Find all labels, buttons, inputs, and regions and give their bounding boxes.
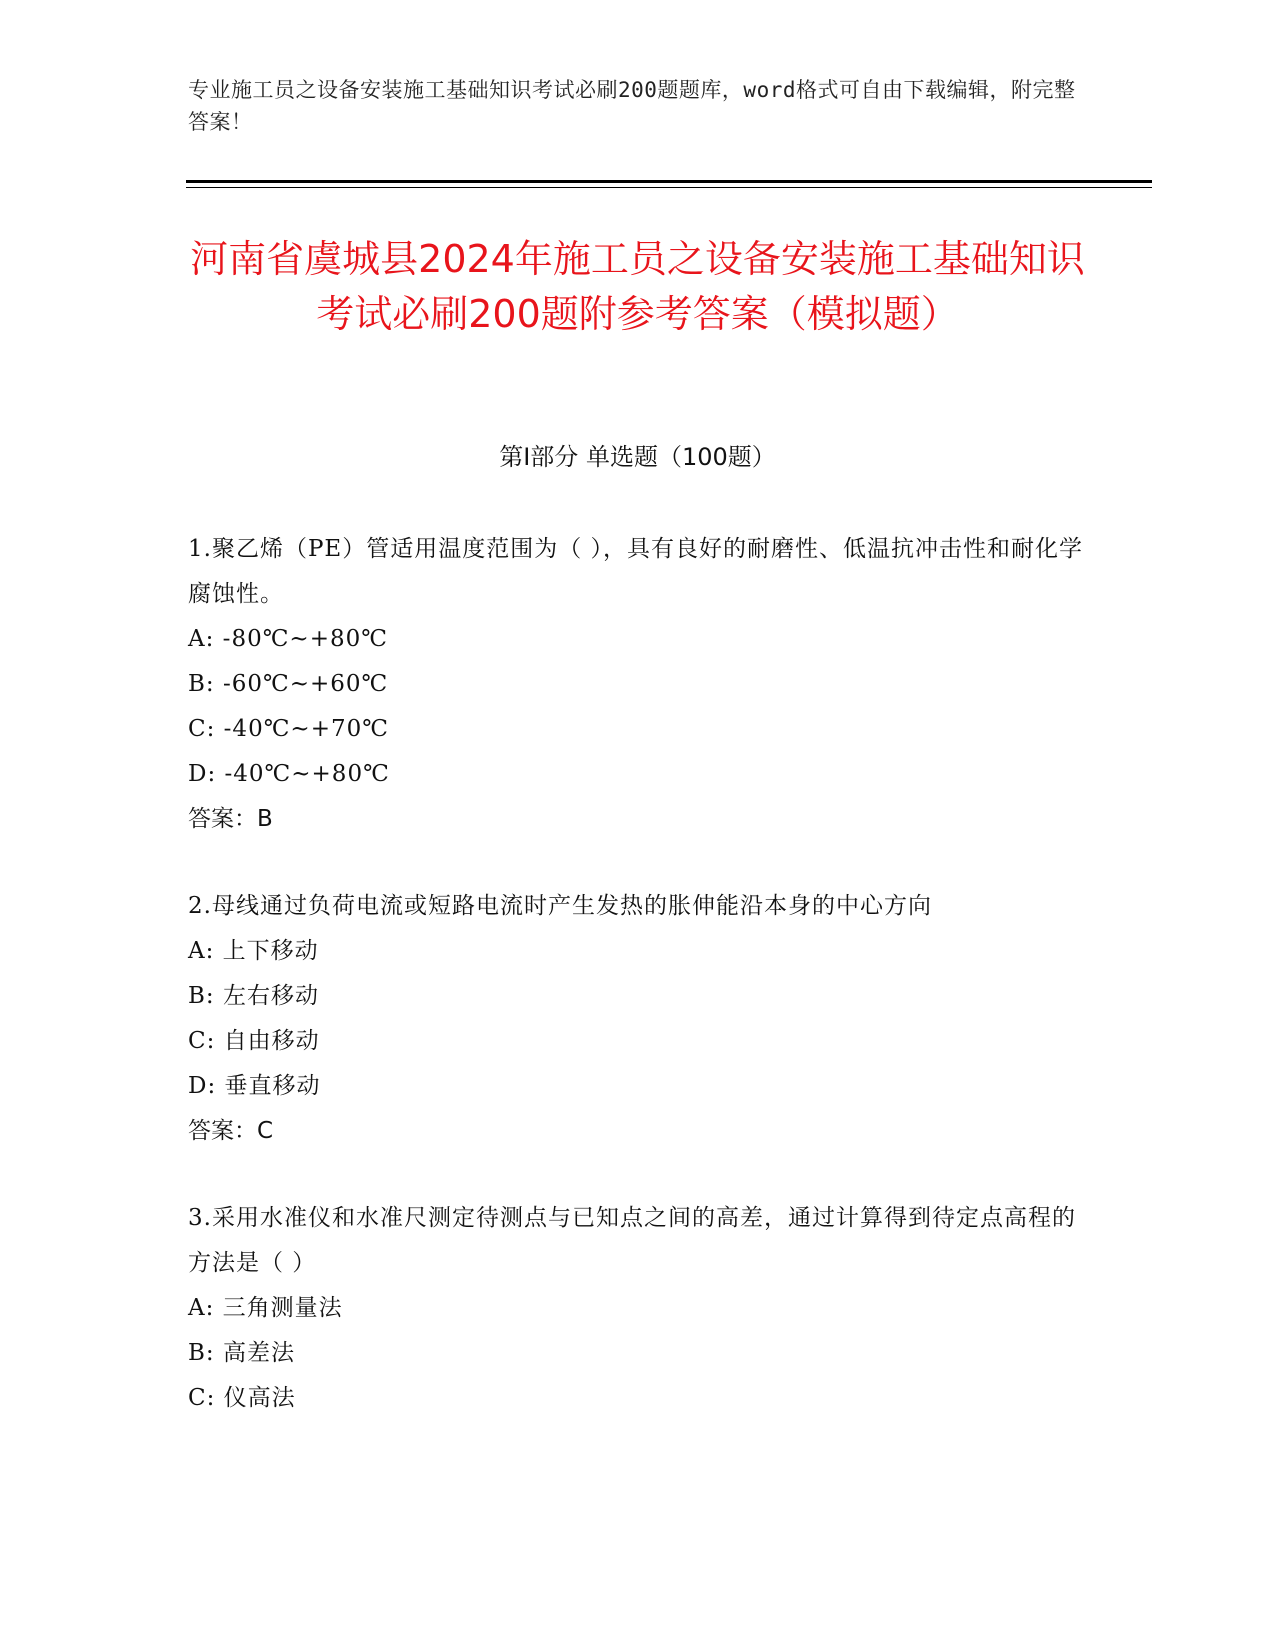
answer: 答案：B — [188, 806, 273, 832]
question-3 — [188, 1196, 1088, 1421]
header-rule-thick — [186, 180, 1152, 183]
question-stem: 2.母线通过负荷电流或短路电流时产生发热的胀伸能沿本身的中心方向 — [188, 893, 932, 919]
question-stem: 3.采用水准仪和水准尺测定待测点与已知点之间的高差，通过计算得到待定点高程的方法是（ ） — [188, 1205, 1076, 1276]
option-b: B: 高差法 — [188, 1340, 295, 1366]
question-2 — [188, 884, 1088, 1154]
header-note: 专业施工员之设备安装施工基础知识考试必刷200题题库，word格式可自由下载编辑，附完整答案！ — [188, 78, 1076, 134]
option-a: A: -80℃~+80℃ — [188, 626, 388, 652]
option-d: D: -40℃~+80℃ — [188, 761, 390, 787]
option-a: A: 三角测量法 — [188, 1295, 343, 1321]
question-stem: 1.聚乙烯（PE）管适用温度范围为（ ），具有良好的耐磨性、低温抗冲击性和耐化学腐蚀性。 — [188, 536, 1084, 607]
option-c: C: 仪高法 — [188, 1385, 296, 1411]
document-title: 河南省虞城县2024年施工员之设备安装施工基础知识考试必刷200题附参考答案（模拟题） — [190, 237, 1085, 336]
answer: 答案：C — [188, 1118, 274, 1144]
option-b: B: -60℃~+60℃ — [188, 671, 389, 697]
question-1 — [188, 527, 1088, 842]
option-b: B: 左右移动 — [188, 983, 319, 1009]
header-rule-thin — [186, 187, 1152, 188]
option-d: D: 垂直移动 — [188, 1073, 321, 1099]
question-list — [188, 527, 1088, 1463]
option-a: A: 上下移动 — [188, 938, 319, 964]
option-c: C: 自由移动 — [188, 1028, 320, 1054]
section-heading: 第Ⅰ部分 单选题（100题） — [499, 443, 776, 471]
option-c: C: -40℃~+70℃ — [188, 716, 389, 742]
